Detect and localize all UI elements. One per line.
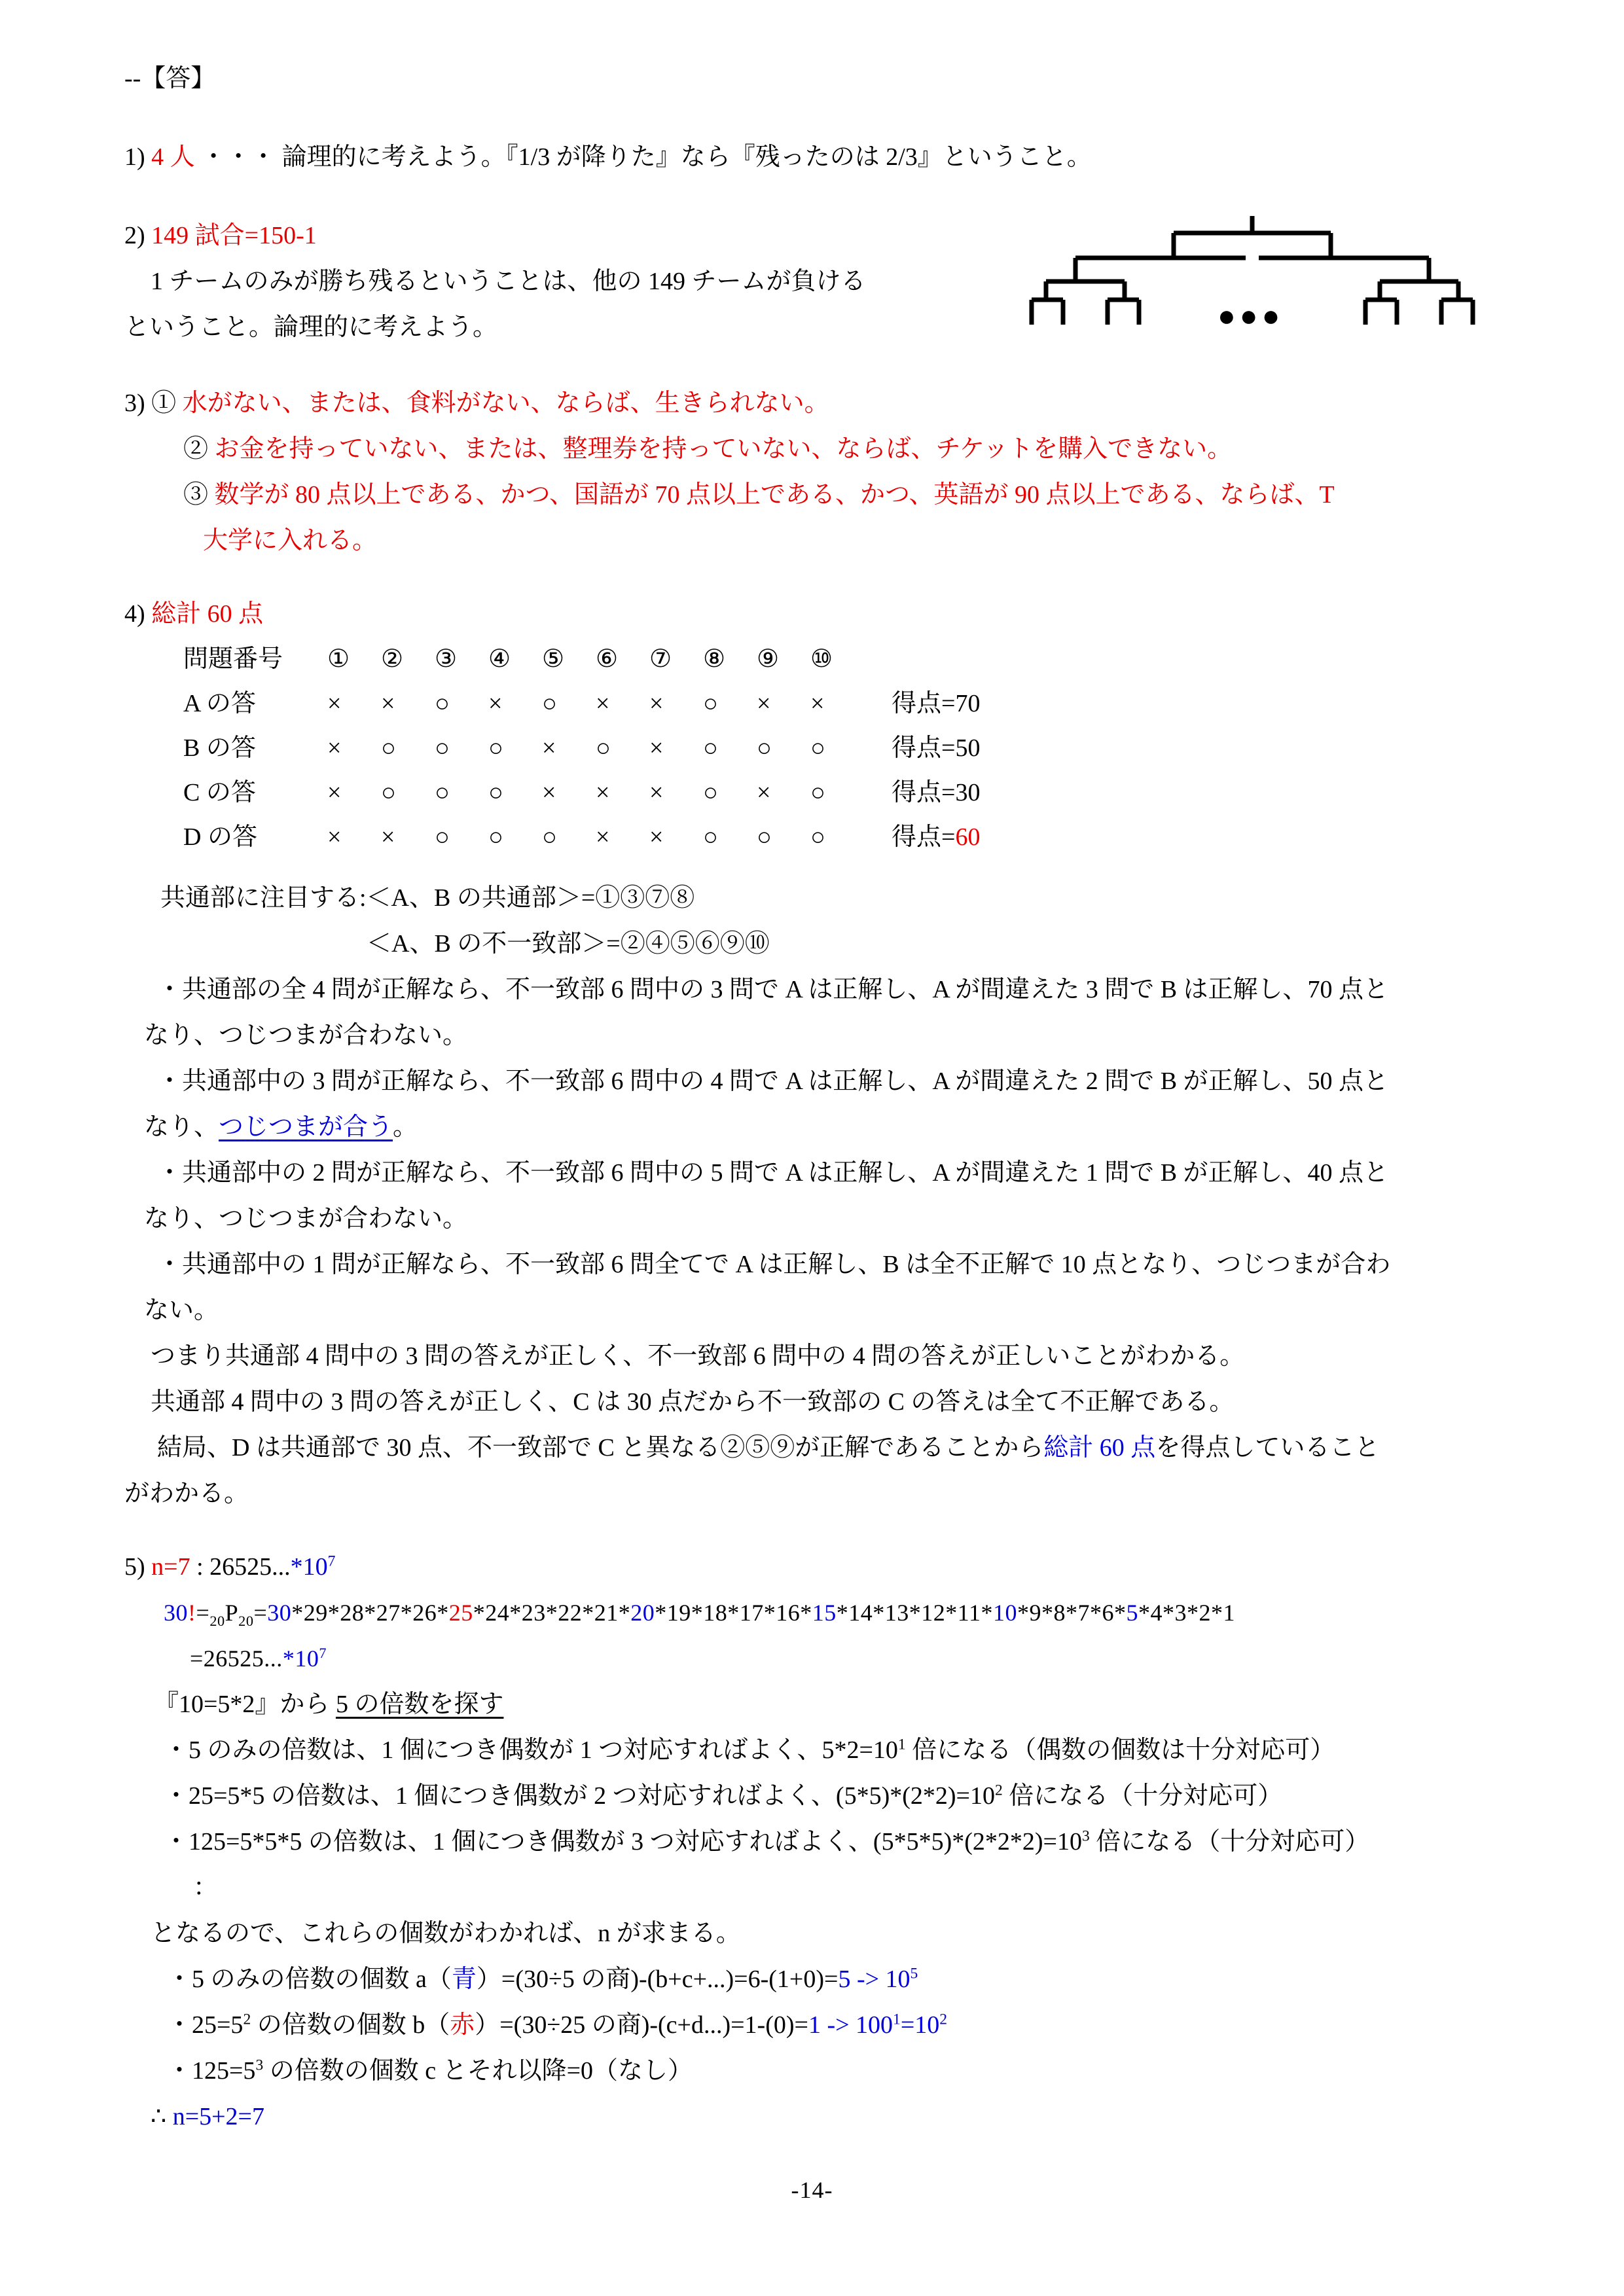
- mark-cell: ×: [596, 823, 610, 851]
- answer-5-therefore: [124, 2094, 1538, 2140]
- mark-cell: ○: [435, 734, 450, 762]
- text-segment: 総計 60 点: [151, 600, 264, 628]
- text-segment: 1 チームのみが勝ち残るということは、他の 149 チームが負ける: [151, 268, 866, 295]
- text-segment: 青: [451, 1965, 477, 1993]
- text-segment: ・125=5: [167, 2057, 256, 2085]
- text-segment: 100: [856, 2011, 893, 2039]
- text-segment: 。: [393, 1113, 418, 1141]
- answer-1: [124, 134, 1538, 180]
- text-segment: ・25=5*5 の倍数は、1 個につき偶数が 2 つ対応すればよく、(5*5)*(2*2)=10: [164, 1782, 995, 1810]
- mark-cell: ○: [435, 779, 450, 806]
- text-segment: 3): [124, 389, 152, 417]
- answer-5-title: [124, 1544, 1538, 1590]
- text-segment: 20: [238, 1613, 254, 1630]
- mark-cell: ○: [435, 823, 450, 851]
- mark-cell: ×: [757, 690, 771, 717]
- answer-5-vertical-ellipsis: [124, 1865, 1538, 1910]
- text-segment: 結局、D は共通部で 30 点、不一致部で C と異なる②⑤⑨が正解であることから: [157, 1434, 1044, 1462]
- score-label: 得点=: [892, 779, 956, 806]
- answer-4-case-2correct-cont: [124, 1196, 1538, 1242]
- table-col-header: ⑦: [649, 645, 672, 673]
- text-segment: *29*28*27*26*: [291, 1600, 449, 1626]
- text-segment: 7: [319, 1645, 327, 1661]
- mark-cell: ×: [381, 823, 395, 851]
- text-segment: 149 試合=150-1: [151, 222, 317, 249]
- answer-4-case-4correct: [124, 967, 1538, 1013]
- mark-cell: ×: [810, 690, 825, 717]
- answer-3-item-1: [124, 380, 1538, 426]
- mark-cell: ○: [381, 779, 396, 806]
- text-segment: 大学に入れる。: [203, 527, 378, 554]
- text-segment: 2): [124, 222, 152, 249]
- mark-cell: ○: [757, 734, 772, 762]
- answer-4-conclusion-2: [124, 1379, 1538, 1425]
- text-segment: 共通部 4 問中の 3 問の答えが正しく、C は 30 点だから不一致部の C の答えは全て不正解である。: [151, 1388, 1235, 1416]
- text-segment: 2: [994, 1782, 1003, 1799]
- bracket-ellipsis-dots: ●●●: [1218, 299, 1284, 332]
- text-segment: 水がない、または、食料がない、ならば、生きられない。: [182, 389, 829, 417]
- text-segment: ・共通部中の 2 問が正解なら、不一致部 6 問中の 5 問で A は正解し、A が間違えた 1 問で B が正解し、40 点と: [157, 1159, 1389, 1187]
- mark-cell: ○: [703, 779, 718, 806]
- table-col-header: ①: [327, 645, 350, 673]
- mark-cell: ○: [542, 823, 557, 851]
- text-segment: 5): [124, 1553, 152, 1581]
- text-segment: 1): [124, 143, 152, 171]
- text-segment: 2: [243, 2011, 251, 2028]
- answer-4-case-1correct: [124, 1242, 1538, 1287]
- text-segment: 5: [1126, 1600, 1138, 1626]
- mark-cell: ○: [435, 690, 450, 717]
- answer-5-bullet-25: [124, 1773, 1538, 1819]
- document-body: [124, 56, 1538, 2140]
- mark-cell: ×: [649, 690, 664, 717]
- mark-cell: ×: [649, 779, 664, 806]
- text-segment: なり、つじつまが合わない。: [144, 1205, 468, 1232]
- text-segment: ②: [183, 435, 215, 463]
- text-segment: 30: [164, 1600, 188, 1626]
- text-segment: 倍になる（偶数の個数は十分対応可）: [905, 1736, 1335, 1764]
- text-segment: ->: [850, 1965, 886, 1993]
- answer-4-conclusion-3: [124, 1425, 1538, 1471]
- text-segment: ・5 のみの倍数は、1 個につき偶数が 1 つ対応すればよく、5*2=10: [164, 1736, 898, 1764]
- answer-4-case-1correct-cont: [124, 1287, 1538, 1333]
- answer-4-case-3correct-cont: [124, 1104, 1538, 1150]
- score-value: 60: [955, 823, 981, 851]
- text-segment: 『10=5*2』から: [154, 1691, 336, 1718]
- text-segment: 3: [255, 2056, 264, 2074]
- text-segment: 1: [808, 2011, 821, 2039]
- text-segment: がわかる。: [124, 1480, 249, 1507]
- score-label: 得点=: [892, 734, 956, 762]
- mark-cell: ○: [810, 823, 825, 851]
- mark-cell: ×: [327, 690, 342, 717]
- text-segment: 2: [939, 2011, 948, 2028]
- text-segment: ＜A、B の不一致部＞=②④⑤⑥⑨⑩: [367, 930, 770, 958]
- text-segment: を得点していること: [1155, 1434, 1380, 1462]
- text-segment: *24*23*22*21*: [473, 1600, 631, 1626]
- answer-3-item-3-cont: [124, 518, 1538, 564]
- text-segment: つまり共通部 4 問中の 3 問の答えが正しく、不一致部 6 問中の 4 問の答えが正しいことがわかる。: [151, 1342, 1245, 1370]
- text-segment: 15: [812, 1600, 837, 1626]
- text-segment: *4*3*2*1: [1138, 1600, 1235, 1626]
- table-col-header: ⑤: [542, 645, 565, 673]
- text-segment: 10: [992, 1600, 1017, 1626]
- mark-cell: ○: [488, 734, 503, 762]
- answer-3-item-3: [124, 472, 1538, 518]
- text-segment: 30: [267, 1600, 292, 1626]
- mark-cell: ×: [327, 823, 342, 851]
- text-segment: P: [225, 1600, 239, 1626]
- text-segment: 7: [327, 1552, 336, 1570]
- text-segment: ->: [820, 2011, 856, 2039]
- text-segment: 1: [897, 1736, 906, 1753]
- answer-4-conclusion-3-cont: [124, 1471, 1538, 1516]
- table-col-header: ⑩: [810, 645, 833, 673]
- text-segment: の倍数の個数 c とそれ以降=0（なし）: [263, 2057, 693, 2085]
- text-segment: 5: [838, 1965, 851, 1993]
- text-segment: つじつまが合う: [219, 1113, 393, 1141]
- text-segment: ：: [193, 1874, 219, 1901]
- score-value: 30: [955, 779, 981, 806]
- text-segment: ・25=5: [167, 2011, 244, 2039]
- text-segment: *10: [290, 1553, 328, 1581]
- answer-5-factorial-result: [124, 1636, 1538, 1681]
- score-label: 得点=: [892, 690, 956, 717]
- text-segment: 10: [885, 1965, 911, 1993]
- text-segment: *10: [282, 1645, 319, 1672]
- answer-4-note-common: [124, 875, 1538, 921]
- table-row-label: C の答: [183, 779, 256, 806]
- text-segment: の倍数の個数 b（: [251, 2011, 450, 2039]
- tournament-bracket-diagram: [1026, 213, 1478, 334]
- text-segment: 1: [893, 2011, 901, 2028]
- answer-5-count-c: [124, 2048, 1538, 2094]
- answer-5-strategy: [124, 1681, 1538, 1727]
- answer-4-title: [124, 591, 1538, 637]
- answer-4-case-3correct: [124, 1058, 1538, 1104]
- score-cell: [864, 770, 1538, 815]
- text-segment: ・共通部中の 1 問が正解なら、不一致部 6 問全てで A は正解し、B は全不正解で 10 点となり、つじつまが合わ: [157, 1251, 1391, 1278]
- page-number: -14-: [791, 2177, 833, 2203]
- text-segment: 倍になる（十分対応可）: [1002, 1782, 1283, 1810]
- text-segment: 5 の倍数を探す: [335, 1691, 504, 1718]
- answer-5-bullet-5: [124, 1727, 1538, 1773]
- text-segment: n=7: [151, 1553, 190, 1581]
- answer-4-case-4correct-cont: [124, 1013, 1538, 1058]
- score-value: 70: [955, 690, 981, 717]
- answers-header: [124, 56, 1538, 101]
- text-segment: 倍になる（十分対応可）: [1089, 1828, 1370, 1856]
- text-segment: ③: [183, 481, 215, 509]
- table-row-label: A の答: [183, 690, 256, 717]
- answer-3-item-2: [124, 426, 1538, 472]
- text-segment: 25: [448, 1600, 473, 1626]
- mark-cell: ○: [488, 779, 503, 806]
- mark-cell: ×: [596, 690, 610, 717]
- text-segment: 4): [124, 600, 152, 628]
- text-segment: ・・・ 論理的に考えよう。『1/3 が降りた』なら『残ったのは 2/3』ということ。: [194, 143, 1092, 171]
- text-segment: : 26525...: [190, 1553, 291, 1581]
- mark-cell: ○: [810, 734, 825, 762]
- text-segment: ①: [151, 389, 183, 417]
- mark-cell: ×: [327, 779, 342, 806]
- mark-cell: ×: [381, 690, 395, 717]
- text-segment: ・125=5*5*5 の倍数は、1 個につき偶数が 3 つ対応すればよく、(5*5*5)*(2*2*2)=10: [164, 1828, 1082, 1856]
- answer-4-note-mismatch: [124, 921, 1538, 967]
- score-cell: [864, 681, 1538, 726]
- table-col-header: ⑧: [703, 645, 726, 673]
- mark-cell: ×: [542, 779, 556, 806]
- mark-cell: ○: [703, 734, 718, 762]
- table-col-header: ②: [381, 645, 404, 673]
- text-segment: ない。: [144, 1297, 219, 1324]
- table-score-spacer: [864, 637, 1538, 681]
- mark-cell: ○: [381, 734, 396, 762]
- mark-cell: ×: [757, 779, 771, 806]
- text-segment: 20: [209, 1613, 225, 1630]
- text-segment: 数学が 80 点以上である、かつ、国語が 70 点以上である、かつ、英語が 90 点以上である、ならば、T: [214, 481, 1335, 509]
- table-row-label: D の答: [183, 823, 257, 851]
- text-segment: --【答】: [124, 65, 216, 92]
- text-segment: *9*8*7*6*: [1017, 1600, 1127, 1626]
- table-col-header: ⑥: [596, 645, 619, 673]
- mark-cell: ○: [810, 779, 825, 806]
- score-label: 得点=: [892, 823, 956, 851]
- text-segment: ということ。論理的に考えよう。: [124, 314, 498, 341]
- text-segment: 赤: [450, 2011, 475, 2039]
- text-segment: ∴: [151, 2103, 173, 2130]
- text-segment: =: [196, 1600, 210, 1626]
- mark-cell: ×: [488, 690, 503, 717]
- score-cell: [864, 726, 1538, 770]
- text-segment: ・共通部の全 4 問が正解なら、不一致部 6 問中の 3 問で A は正解し、A が間違えた 3 問で B は正解し、70 点と: [157, 976, 1389, 1003]
- text-segment: お金を持っていない、または、整理券を持っていない、ならば、チケットを購入できない。: [214, 435, 1233, 463]
- mark-cell: ○: [703, 690, 718, 717]
- text-segment: *14*13*12*11*: [836, 1600, 993, 1626]
- mark-cell: ×: [327, 734, 342, 762]
- text-segment: =26525...: [190, 1645, 283, 1672]
- answer-5-count-b: [124, 2002, 1538, 2048]
- answer-4-case-2correct: [124, 1150, 1538, 1196]
- text-segment: ）=(30÷25 の商)-(c+d...)=1-(0)=: [475, 2011, 808, 2039]
- mark-cell: ○: [703, 823, 718, 851]
- text-segment: ・共通部中の 3 問が正解なら、不一致部 6 問中の 4 問で A は正解し、A が間違えた 2 問で B が正解し、50 点と: [157, 1067, 1389, 1095]
- mark-cell: ×: [596, 779, 610, 806]
- text-segment: =10: [900, 2011, 940, 2039]
- answer-5-factorial-expansion: [124, 1590, 1538, 1636]
- mark-cell: ○: [757, 823, 772, 851]
- text-segment: 4 人: [151, 143, 195, 171]
- text-segment: となるので、これらの個数がわかれば、n が求まる。: [151, 1920, 741, 1947]
- table-header-label: 問題番号: [183, 645, 283, 673]
- text-segment: 総計 60 点: [1043, 1434, 1156, 1462]
- text-segment: ）=(30÷5 の商)-(b+c+...)=6-(1+0)=: [476, 1965, 839, 1993]
- text-segment: 5: [910, 1965, 918, 1982]
- table-col-header: ④: [488, 645, 511, 673]
- mark-cell: ○: [596, 734, 611, 762]
- score-value: 50: [955, 734, 981, 762]
- text-segment: 20: [630, 1600, 655, 1626]
- score-cell: [864, 815, 1538, 859]
- mark-cell: ×: [649, 823, 664, 851]
- answer-5-count-a: [124, 1956, 1538, 2002]
- table-col-header: ⑨: [757, 645, 780, 673]
- text-segment: *19*18*17*16*: [655, 1600, 812, 1626]
- text-segment: !: [188, 1600, 196, 1626]
- text-segment: ・5 のみの倍数の個数 a（: [167, 1965, 452, 1993]
- text-segment: 3: [1081, 1827, 1090, 1845]
- mark-cell: ○: [542, 690, 557, 717]
- answer-5-bullet-125: [124, 1819, 1538, 1865]
- answer-5-so-n: [124, 1910, 1538, 1956]
- text-segment: n=5+2=7: [172, 2103, 264, 2130]
- table-row-label: B の答: [183, 734, 256, 762]
- mark-cell: ○: [488, 823, 503, 851]
- table-col-header: ③: [435, 645, 458, 673]
- answer-4-conclusion-1: [124, 1333, 1538, 1379]
- text-segment: なり、: [144, 1113, 219, 1141]
- answer-4-score-table: [183, 637, 1538, 859]
- text-segment: 共通部に注目する:＜A、B の共通部＞=①③⑦⑧: [160, 884, 695, 912]
- text-segment: なり、つじつまが合わない。: [144, 1022, 468, 1049]
- mark-cell: ×: [649, 734, 664, 762]
- text-segment: =: [253, 1600, 268, 1626]
- mark-cell: ×: [542, 734, 556, 762]
